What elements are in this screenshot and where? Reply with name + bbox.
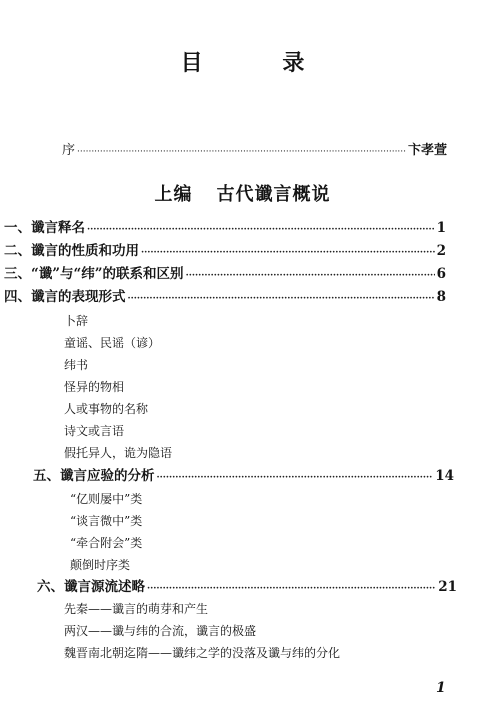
toc-entry-preface[interactable] — [62, 141, 447, 161]
toc-entry-label: 二、谶言的性质和功用 — [4, 243, 139, 259]
toc-entry-chapter-6[interactable] — [37, 577, 457, 597]
toc-entry-author: 卞孝萱 — [407, 143, 447, 158]
toc-entry-page: 6 — [436, 266, 446, 282]
dot-leader — [141, 243, 435, 263]
toc-subentry[interactable]: 诗文或言语 — [64, 424, 125, 438]
toc-entry-page: 1 — [436, 220, 446, 236]
part-name: 古代谶言概说 — [216, 184, 331, 205]
toc-entry-label: 三、“谶”与“纬”的联系和区别 — [4, 266, 184, 282]
page-number: 1 — [436, 680, 446, 696]
toc-entry-page: 2 — [436, 243, 446, 259]
toc-entry-page: 21 — [438, 579, 457, 595]
toc-entry-chapter-1[interactable] — [4, 218, 446, 238]
toc-subentry[interactable]: 先秦——谶言的萌芽和产生 — [64, 602, 209, 616]
toc-entry-chapter-5[interactable] — [33, 466, 454, 486]
dot-leader — [157, 468, 434, 488]
toc-subentry[interactable]: “牵合附会”类 — [70, 536, 143, 550]
dot-leader — [87, 220, 435, 240]
toc-subentry[interactable]: “亿则屡中”类 — [70, 492, 143, 506]
toc-subentry[interactable]: 颠倒时序类 — [70, 558, 131, 572]
toc-entry-page: 14 — [435, 468, 454, 484]
dot-leader — [186, 266, 435, 286]
toc-entry-label: 四、谶言的表现形式 — [4, 289, 126, 305]
toc-subentry[interactable]: “谈言微中”类 — [70, 514, 143, 528]
toc-entry-label: 六、谶言源流述略 — [37, 579, 145, 595]
toc-subentry[interactable]: 卜辞 — [64, 314, 89, 328]
toc-entry-label: 五、谶言应验的分析 — [33, 468, 155, 484]
dot-leader — [77, 142, 406, 162]
toc-subentry[interactable]: 纬书 — [64, 358, 89, 372]
page-title: 目 录 — [180, 50, 341, 76]
toc-subentry[interactable]: 人或事物的名称 — [64, 402, 149, 416]
toc-subentry[interactable]: 假托异人，诡为隐语 — [64, 446, 173, 460]
dot-leader — [147, 579, 436, 599]
toc-entry-chapter-4[interactable] — [4, 287, 446, 307]
dot-leader — [128, 289, 435, 309]
toc-entry-label: 序 — [62, 143, 76, 158]
part-prefix: 上编 — [154, 184, 193, 205]
toc-subentry[interactable]: 两汉——谶与纬的合流，谶言的极盛 — [64, 624, 257, 638]
toc-entry-chapter-2[interactable] — [4, 241, 446, 261]
toc-subentry[interactable]: 怪异的物相 — [64, 380, 125, 394]
part-heading — [0, 180, 485, 206]
toc-entry-chapter-3[interactable] — [4, 264, 446, 284]
toc-entry-label: 一、谶言释名 — [4, 220, 85, 236]
toc-entry-page: 8 — [436, 289, 446, 305]
toc-subentry[interactable]: 魏晋南北朝迄隋——谶纬之学的没落及谶与纬的分化 — [64, 646, 341, 660]
toc-subentry[interactable]: 童谣、民谣（谚） — [64, 336, 161, 350]
